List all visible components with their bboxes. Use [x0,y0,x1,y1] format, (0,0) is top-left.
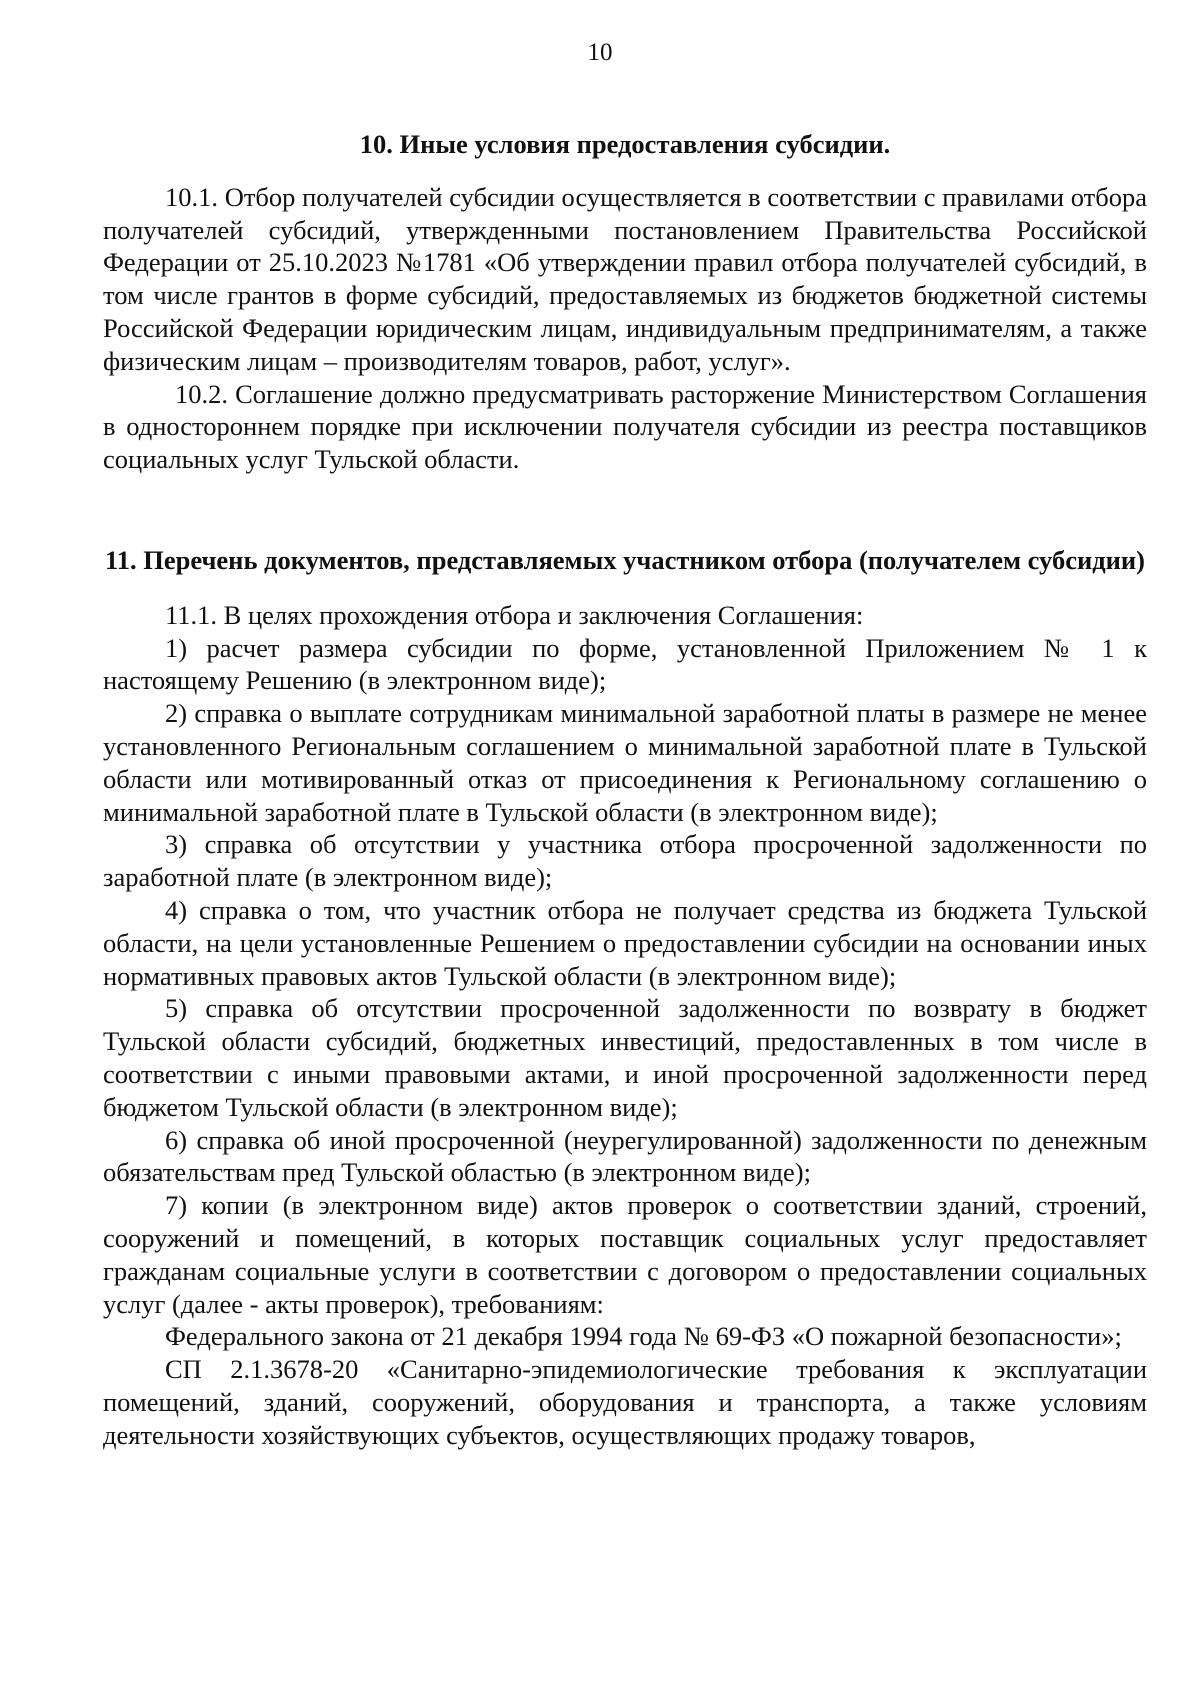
section-10-heading: 10. Иные условия предоставления субсидии. [359,129,891,159]
list-item-7: 7) копии (в электронном виде) актов проверок о соответствии зданий, строений, сооружений и помещений, в которых поставщик социальных услуг предоставляет гражданам социальные услуги в соответствии с договором о предоставлении социальных услуг (далее - акты проверок), требованиям: [103,1190,1147,1319]
page-number: 10 [587,39,613,66]
section-11-heading: 11. Перечень документов, представляемых участником отбора (получателем субсидии) [104,544,1146,575]
requirement-sanitary-rules: СП 2.1.3678-20 «Санитарно-эпидемиологические требования к эксплуатации помещений, зданий, сооружений, оборудования и транспорта, а также условиям деятельности хозяйствующих субъектов, осуществляющих продажу товаров, [103,1354,1147,1450]
requirement-fire-safety-law: Федерального закона от 21 декабря 1994 года № 69-ФЗ «О пожарной безопасности»; [165,1321,1122,1352]
list-item-3: 3) справка об отсутствии у участника отбора просроченной задолженности по заработной плате (в электронном виде); [103,829,1147,893]
paragraph-10-1: 10.1. Отбор получателей субсидии осуществляется в соответствии с правилами отбора получателей субсидий, утвержденными постановлением Правительства Российской Федерации от 25.10.2023 №1781 «Об утверждении правил отбора получателей субсидий, в том числе грантов в форме субсидий, предоставляемых из бюджетов бюджетной системы Российской Федерации юридическим лицам, индивидуальным предпринимателям, а также физическим лицам – производителям товаров, работ, услуг». [103,181,1147,376]
list-item-6: 6) справка об иной просроченной (неурегулированной) задолженности по денежным обязательствам пред Тульской областью (в электронном виде); [103,1124,1147,1188]
document-body [103,128,1147,1451]
list-item-4: 4) справка о том, что участник отбора не получает средства из бюджета Тульской области, на цели установленные Решением о предоставлении субсидии на основании иных нормативных правовых актов Тульской области (в электронном виде); [103,894,1147,991]
list-item-1: 1) расчет размера субсидии по форме, установленной Приложением № 1 к настоящему Решению (в электронном виде); [103,632,1147,696]
paragraph-11-1: 11.1. В целях прохождения отбора и заключения Соглашения: [165,599,864,630]
paragraph-10-2: 10.2. Соглашение должно предусматривать расторжение Министерством Соглашения в одностороннем порядке при исключении получателя субсидии из реестра поставщиков социальных услуг Тульской области. [103,378,1147,475]
list-item-2: 2) справка о выплате сотрудникам минимальной заработной платы в размере не менее установленного Региональным соглашением о минимальной заработной плате в Тульской области или мотивированный отказ от присоединения к Региональному соглашению о минимальной заработной плате в Тульской области (в электронном виде); [103,698,1147,827]
list-item-5: 5) справка об отсутствии просроченной задолженности по возврату в бюджет Тульской области субсидий, бюджетных инвестиций, предоставленных в том числе в соответствии с иными правовыми актами, и иной просроченной задолженности перед бюджетом Тульской области (в электронном виде); [103,993,1147,1122]
